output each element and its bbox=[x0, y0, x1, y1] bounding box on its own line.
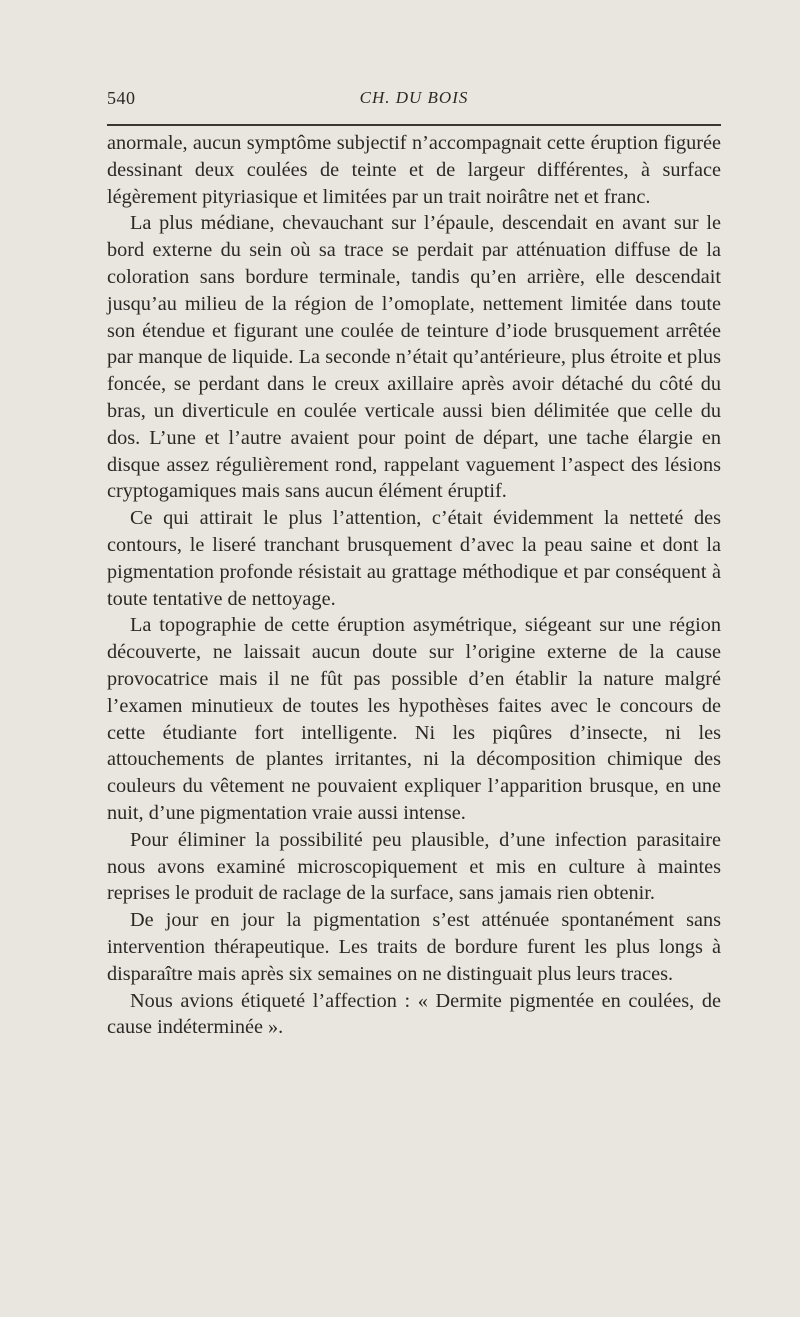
header-rule bbox=[107, 124, 721, 126]
paragraph: Nous avions étiqueté l’affection : « Dermite pigmentée en coulées, de cause indéterminée ». bbox=[107, 989, 721, 1039]
page-header bbox=[107, 88, 721, 114]
page-number: 540 bbox=[107, 88, 136, 108]
paragraph: La plus médiane, chevauchant sur l’épaule, descendait en avant sur le bord externe du sein où sa trace se perdait par atténuation diffuse de la coloration sans bordure terminale, tandis qu’en arrière, elle descendait jusqu’au milieu de la région de l’omoplate, nettement limitée dans toute son étendue et figurant une coulée de teinture d’iode brusquement arrêtée par manque de liquide. La seconde n’était qu’antérieure, plus étroite et plus foncée, se perdant dans le creux axillaire après avoir détaché du côté du bras, un diverticule en coulée verticale aussi bien délimitée que celle du dos. L’une et l’autre avaient pour point de départ, une tache élargie en disque assez régulièrement rond, rappelant vaguement l’aspect des lésions cryptogamiques mais sans aucun élément éruptif. bbox=[107, 212, 721, 503]
paragraph: Pour éliminer la possibilité peu plausible, d’une infection parasitaire nous avons examiné microscopiquement et mis en culture à maintes reprises le produit de raclage de la surface, sans jamais rien obtenir. bbox=[107, 828, 721, 905]
paragraph-continued: anormale, aucun symptôme subjectif n’accompagnait cette éruption figurée dessinant deux coulées de teinte et de largeur différentes, à surface légèrement pityriasique et limitées par un trait noirâtre net et franc. bbox=[107, 132, 721, 208]
paragraph: Ce qui attirait le plus l’attention, c’était évidemment la netteté des contours, le liseré tranchant brusquement d’avec la peau saine et dont la pigmentation profonde résistait au grattage méthodique et par conséquent à toute tentative de nettoyage. bbox=[107, 507, 721, 610]
paragraph: De jour en jour la pigmentation s’est atténuée spontanément sans intervention thérapeutique. Les traits de bordure furent les plus longs à disparaître mais après six semaines on ne distinguait plus leurs traces. bbox=[107, 909, 721, 985]
body-text bbox=[107, 130, 721, 1041]
running-title: CH. DU BOIS bbox=[359, 88, 469, 107]
paragraph: La topographie de cette éruption asymétrique, siégeant sur une région découverte, ne laissait aucun doute sur l’origine externe de la cause provocatrice mais il ne fût pas possible d’en établir la nature malgré l’examen minutieux de toutes les hypothèses faites avec le concours de cette étudiante fort intelligente. Ni les piqûres d’insecte, ni les attouchements de plantes irritantes, ni la décomposition chimique des couleurs du vêtement ne pouvaient expliquer l’apparition brusque, en une nuit, d’une pigmentation vraie aussi intense. bbox=[107, 614, 721, 824]
